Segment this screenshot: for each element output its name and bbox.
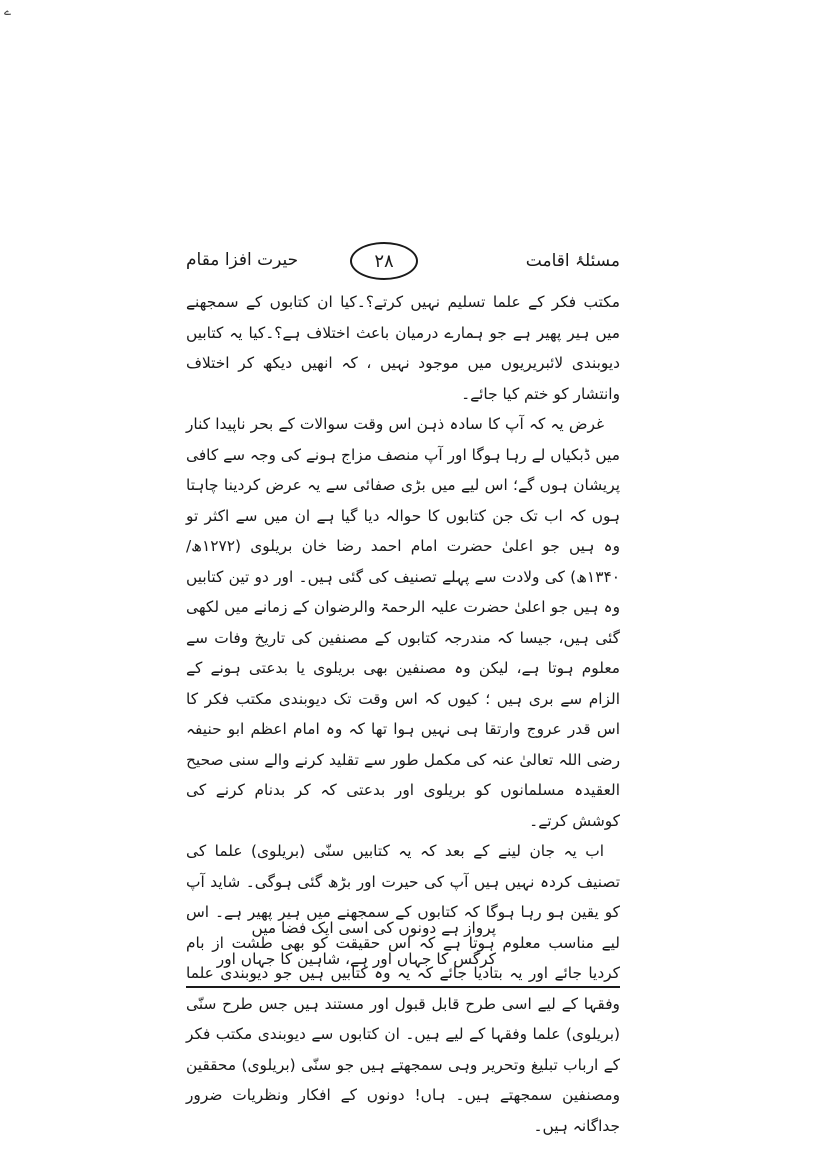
verse (186, 913, 620, 975)
paragraph: مکتب فکر کے علما تسلیم نہیں کرتے؟۔کیا ان کتابوں کے سمجھنے میں ہیر پھیر ہے جو ہمارے درمیان باعث اختلاف ہے؟۔کیا یہ کتابیں دیوبندی لائبریریوں میں موجود نہیں ، کہ انھیں دیکھ کر اختلاف وانتشار کو ختم کیا جائے۔ (186, 293, 620, 403)
book-title: مسئلۂ اقامت (525, 251, 620, 271)
page-number: ۲۸ (374, 250, 394, 272)
corner-mark: ے (4, 4, 12, 18)
page-number-badge (350, 242, 418, 280)
paragraph: غرض یہ کہ آپ کا سادہ ذہن اس وقت سوالات کے بحر ناپیدا کنار میں ڈبکیاں لے رہا ہوگا اور آپ منصف مزاج ہونے کی وجہ سے کافی پریشان ہوں گے؛ اس لیے میں بڑی صفائی سے یہ عرض کردینا چاہتا ہوں کہ اب تک جن کتابوں کا حوالہ دیا گیا ہے ان میں سے اکثر تو وہ ہیں جو اعلیٰ حضرت امام احمد رضا خان بریلوی (۱۲۷۲ھ/۱۳۴۰ھ) کی ولادت سے پہلے تصنیف کی گئی ہیں۔ اور دو تین کتابیں وہ ہیں جو اعلیٰ حضرت علیہ الرحمۃ والرضوان کے زمانے میں لکھی گئی ہیں، جیسا کہ مندرجہ کتابوں کے مصنفین کی تاریخ وفات سے معلوم ہوتا ہے، لیکن وہ مصنفین بھی بریلوی یا بدعتی ہونے کے الزام سے بری ہیں ؛ کیوں کہ اس وقت تک دیوبندی مکتب فکر کا اس قدر عروج وارتقا ہی نہیں ہوا تھا کہ وہ امام اعظم ابو حنیفہ رضی اللہ تعالیٰ عنہ کی مکمل طور سے تقلید کرنے والے سنی صحیح العقیدہ مسلمانوں کو بریلوی اور بدعتی کہ کر بدنام کرنے کی کوشش کرتے۔ (186, 415, 620, 830)
chapter-title: حیرت افزا مقام (186, 250, 299, 270)
body-text (186, 287, 620, 1141)
page-header (186, 242, 620, 282)
verse-line: کرگس کا جہاں اور ہے، شاہین کا جہاں اور (216, 950, 496, 968)
verse-line: پرواز ہے دونوں کی اسی ایک فضا میں (251, 919, 496, 937)
footer-divider (186, 986, 620, 988)
paragraph: اب یہ جان لینے کے بعد کہ یہ کتابیں سنّی (بریلوی) علما کی تصنیف کردہ نہیں ہیں آپ کی حیرت اور بڑھ گئی ہوگی۔ شاید آپ کو یقین ہو رہا ہوگا کہ کتابوں کے سمجھنے میں ہیر پھیر ہے۔ اس لیے مناسب معلوم ہوتا ہے کہ اس حقیقت کو بھی طشت از بام کردیا جائے اور یہ بتادیا جائے کہ یہ وہ کتابیں ہیں جو دیوبندی علما وفقہا کے لیے اسی طرح قابل قبول اور مستند ہیں جس طرح سنّی (بریلوی) علما وفقہا کے لیے ہیں۔ ان کتابوں سے دیوبندی مکتب فکر کے ارباب تبلیغ وتحریر وہی سمجھتے ہیں جو سنّی (بریلوی) محققین ومصنفین سمجھتے ہیں۔ ہاں! دونوں کے افکار ونظریات ضرور جداگانہ ہیں۔ (186, 842, 620, 1135)
